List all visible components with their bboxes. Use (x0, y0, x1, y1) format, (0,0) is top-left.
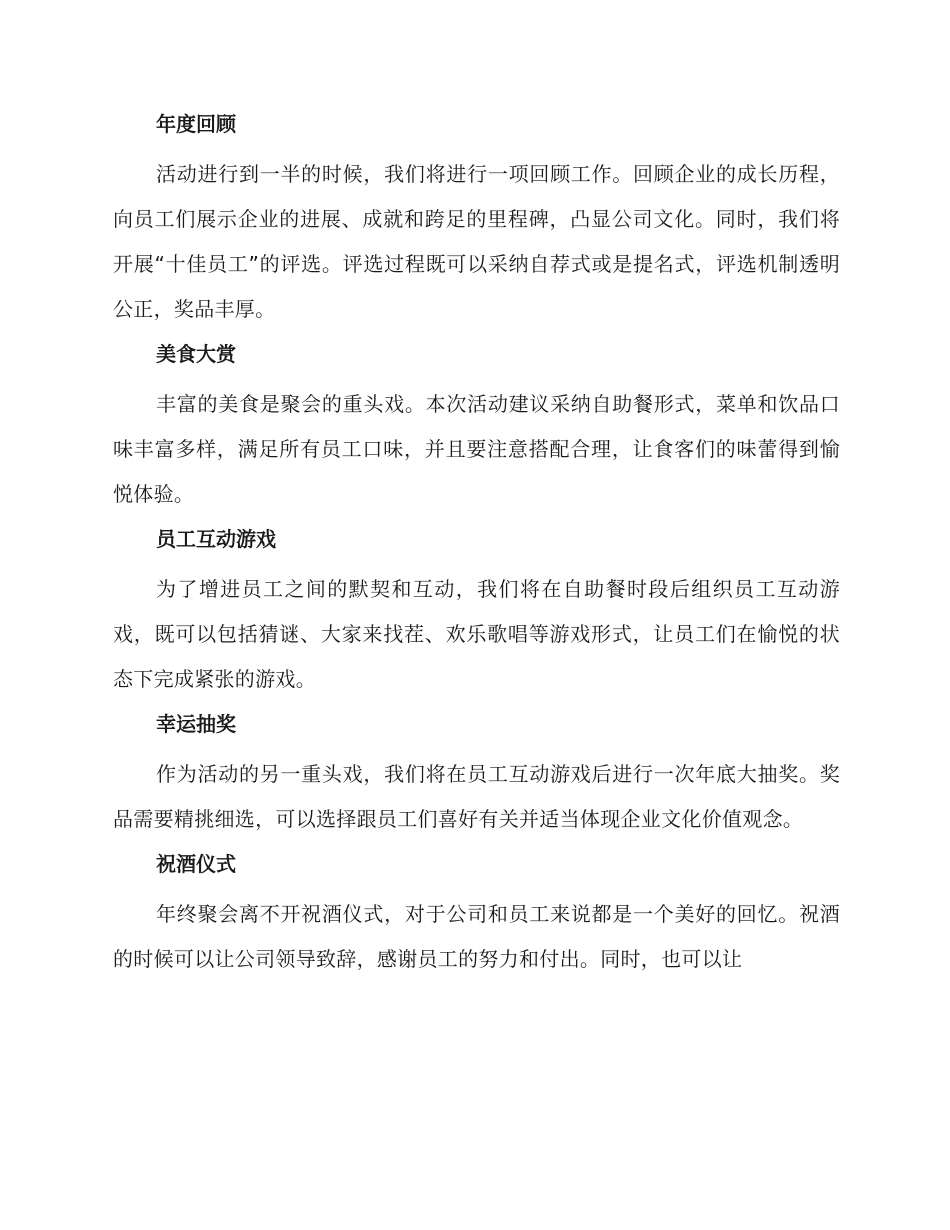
section-heading: 员工互动游戏 (156, 527, 276, 551)
section-paragraph: 活动进行到一半的时候，我们将进行一项回顾工作。回顾企业的成长历程，向员工们展示企业的进展、成就和跨足的里程碑，凸显公司文化。同时，我们将开展“十佳员工”的评选。评选过程既可以采纳自荐式或是提名式，评选机制透明公正，奖品丰厚。 (113, 162, 840, 321)
section-heading: 年度回顾 (156, 112, 236, 136)
section-lottery (113, 710, 840, 842)
section-heading: 祝酒仪式 (156, 852, 236, 876)
section-paragraph: 作为活动的另一重头戏，我们将在员工互动游戏后进行一次年底大抽奖。奖品需要精挑细选，可以选择跟员工们喜好有关并适当体现企业文化价值观念。 (113, 762, 840, 831)
section-food (113, 340, 840, 517)
section-paragraph: 丰富的美食是聚会的重头戏。本次活动建议采纳自助餐形式，菜单和饮品口味丰富多样，满足所有员工口味，并且要注意搭配合理，让食客们的味蕾得到愉悦体验。 (113, 392, 840, 506)
section-heading: 幸运抽奖 (156, 712, 236, 736)
section-annual-review (113, 110, 840, 332)
section-heading: 美食大赏 (156, 342, 236, 366)
section-games (113, 525, 840, 702)
section-paragraph: 年终聚会离不开祝酒仪式，对于公司和员工来说都是一个美好的回忆。祝酒的时候可以让公司领导致辞，感谢员工的努力和付出。同时，也可以让 (113, 902, 840, 971)
section-toast (113, 850, 840, 982)
section-paragraph: 为了增进员工之间的默契和互动，我们将在自助餐时段后组织员工互动游戏，既可以包括猜谜、大家来找茬、欢乐歌唱等游戏形式，让员工们在愉悦的状态下完成紧张的游戏。 (113, 577, 840, 691)
